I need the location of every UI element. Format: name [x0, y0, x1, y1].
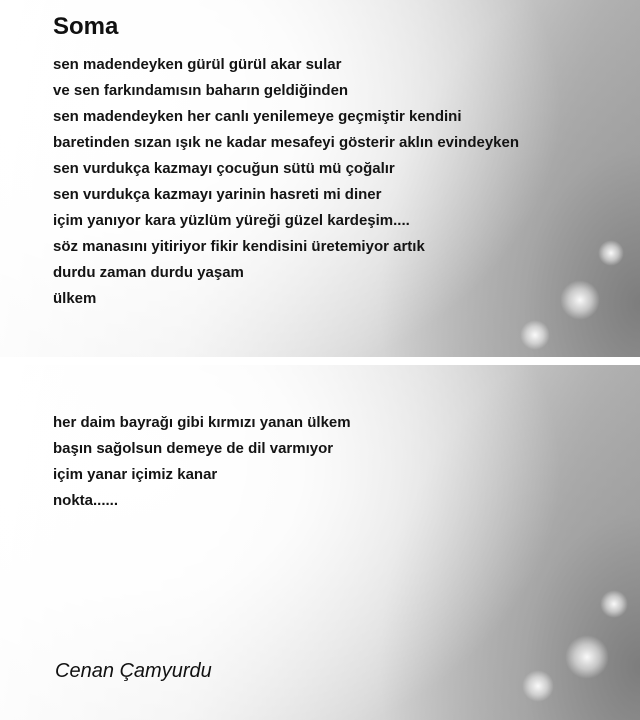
poem-title: Soma: [53, 13, 119, 40]
poem-line: sen madendeyken her canlı yenilemeye geçmiştir kendini: [53, 108, 462, 125]
poem-panel-top: [0, 0, 640, 357]
poem-line: başın sağolsun demeye de dil varmıyor: [53, 440, 334, 457]
poem-line: söz manasını yitiriyor fikir kendisini üretemiyor artık: [53, 238, 425, 255]
poem-stanza-2: [53, 410, 351, 514]
poem-panel-bottom: [0, 365, 640, 720]
poem-line: ve sen farkındamısın baharın geldiğinden: [53, 82, 349, 99]
poem-line: sen vurdukça kazmayı yarinin hasreti mi diner: [53, 186, 382, 203]
poem-line: içim yanıyor kara yüzlüm yüreği güzel kardeşim....: [53, 212, 410, 229]
bokeh-light: [520, 320, 550, 350]
bokeh-light: [565, 635, 609, 679]
poem-line: her daim bayrağı gibi kırmızı yanan ülkem: [53, 414, 351, 431]
poem-stanza-1: [53, 52, 519, 312]
bokeh-light: [522, 670, 554, 702]
poem-line: ülkem: [53, 290, 97, 307]
poem-line: durdu zaman durdu yaşam: [53, 264, 244, 281]
poem-line: sen vurdukça kazmayı çocuğun sütü mü çoğalır: [53, 160, 395, 177]
poem-author: Cenan Çamyurdu: [55, 660, 212, 682]
poem-line: baretinden sızan ışık ne kadar mesafeyi gösterir aklın evindeyken: [53, 134, 520, 151]
bokeh-light: [560, 280, 600, 320]
bokeh-light: [600, 590, 628, 618]
poem-line: nokta......: [53, 492, 119, 509]
bokeh-light: [598, 240, 624, 266]
poem-line: içim yanar içimiz kanar: [53, 466, 218, 483]
poem-line: sen madendeyken gürül gürül akar sular: [53, 56, 342, 73]
